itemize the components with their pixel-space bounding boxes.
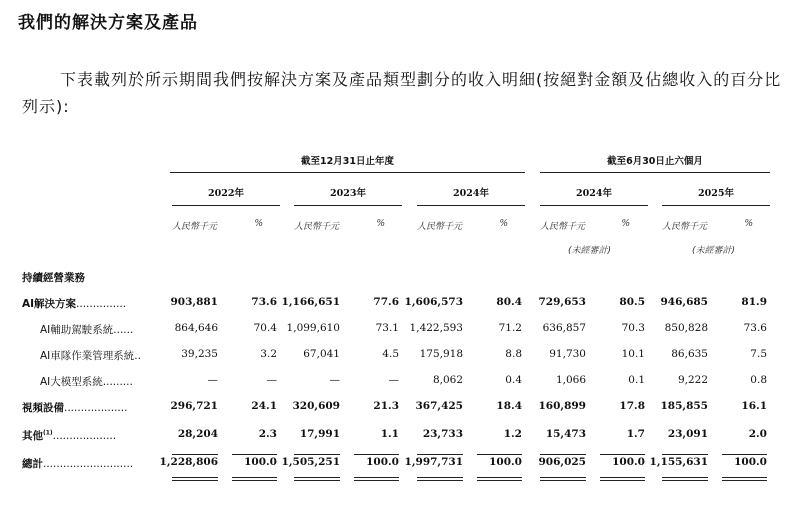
table-cell: 10.1 [621, 348, 645, 360]
row-label-text: 視頻設備 [22, 402, 64, 414]
total-double-rule [722, 477, 767, 481]
table-cell: 8.8 [505, 348, 522, 360]
total-double-rule [662, 477, 708, 481]
table-cell: — [207, 374, 218, 386]
table-cell: — [266, 374, 277, 386]
year-header: 2023年 [330, 188, 366, 199]
table-cell: 1,606,573 [404, 296, 463, 308]
table-cell: 1,228,806 [159, 456, 218, 468]
table-cell: 100.0 [489, 456, 522, 468]
table-cell: 906,025 [538, 456, 586, 468]
table-cell: 946,685 [660, 296, 708, 308]
table-cell: 1,505,251 [281, 456, 340, 468]
table-cell: 24.1 [251, 400, 277, 412]
pct-label: % [376, 219, 385, 229]
table-cell: 3.2 [260, 348, 277, 360]
section-heading: 我們的解決方案及產品 [18, 13, 198, 33]
table-cell: 0.8 [750, 374, 767, 386]
subtotal-rule [662, 454, 708, 455]
year-underline [172, 205, 280, 206]
table-cell: 1,997,731 [404, 456, 463, 468]
table-cell: 16.1 [741, 400, 767, 412]
table-cell: 21.3 [373, 400, 399, 412]
table-cell: 39,235 [181, 348, 218, 360]
table-cell: 729,653 [538, 296, 586, 308]
row-label [40, 348, 141, 363]
unit-label: 人民幣千元 [662, 222, 708, 232]
table-cell: 28,204 [177, 428, 218, 440]
table-cell: 185,855 [660, 400, 708, 412]
table-cell: 320,609 [292, 400, 340, 412]
table-cell: 636,857 [542, 322, 586, 334]
subtotal-rule [600, 454, 645, 455]
unaudited-note: (未經審計) [568, 246, 612, 256]
unit-label: 人民幣千元 [294, 222, 340, 232]
table-cell: 17.8 [619, 400, 645, 412]
year-header: 2024年 [453, 188, 489, 199]
table-cell: 903,881 [170, 296, 218, 308]
row-label [22, 428, 116, 443]
row-label-text: AI解決方案 [22, 298, 77, 310]
total-double-rule [294, 477, 340, 481]
total-double-rule [600, 477, 645, 481]
table-cell: 160,899 [538, 400, 586, 412]
table-cell: 23,091 [667, 428, 708, 440]
row-label-text: AI輔助駕駛系統 [40, 324, 114, 336]
subtotal-rule [294, 454, 340, 455]
year-underline [540, 205, 648, 206]
year-header: 2025年 [698, 188, 734, 199]
table-cell: 100.0 [244, 456, 277, 468]
subtotal-rule [354, 454, 399, 455]
table-cell: 7.5 [750, 348, 767, 360]
row-label [40, 322, 133, 337]
leader-dots: .. [134, 350, 141, 362]
table-cell: 0.4 [505, 374, 522, 386]
pct-label: % [499, 219, 508, 229]
group-divider [170, 172, 525, 173]
row-label-text: AI大模型系統 [40, 376, 103, 388]
row-label [22, 400, 127, 415]
table-cell: 8,062 [432, 374, 463, 386]
table-cell: 23,733 [422, 428, 463, 440]
year-underline [417, 205, 525, 206]
table-cell: 73.1 [375, 322, 399, 334]
subtotal-rule [477, 454, 522, 455]
table-cell: 1.1 [380, 428, 399, 440]
year-header: 2024年 [576, 188, 612, 199]
table-cell: 1,166,651 [281, 296, 340, 308]
pct-label: % [744, 219, 753, 229]
table-cell: 9,222 [677, 374, 708, 386]
subtotal-rule [722, 454, 767, 455]
table-cell: 73.6 [251, 296, 277, 308]
leader-dots: ........................... [43, 458, 134, 470]
leader-dots: ................... [52, 430, 117, 442]
year-underline [294, 205, 402, 206]
section-label: 持續經營業務 [22, 272, 85, 284]
table-cell: 864,646 [174, 322, 218, 334]
leader-dots: ............... [76, 298, 127, 310]
subtotal-rule [232, 454, 277, 455]
total-double-rule [477, 477, 522, 481]
table-cell: 1,066 [555, 374, 586, 386]
table-cell: 100.0 [734, 456, 767, 468]
total-double-rule [172, 477, 218, 481]
table-cell: 17,991 [299, 428, 340, 440]
table-cell: 100.0 [366, 456, 399, 468]
total-double-rule [417, 477, 463, 481]
table-cell: 850,828 [664, 322, 708, 334]
table-cell: 0.1 [628, 374, 645, 386]
unit-label: 人民幣千元 [172, 222, 218, 232]
year-underline [662, 205, 770, 206]
subtotal-rule [417, 454, 463, 455]
subtotal-rule [540, 454, 586, 455]
leader-dots: ...... [113, 324, 134, 336]
table-cell: 73.6 [743, 322, 767, 334]
table-cell: 1,155,631 [649, 456, 708, 468]
leader-dots: ......... [102, 376, 133, 388]
row-label-text: AI車隊作業管理系統 [40, 350, 135, 362]
table-cell: 91,730 [549, 348, 586, 360]
table-cell: 15,473 [545, 428, 586, 440]
intro-paragraph: 下表載列於所示期間我們按解決方案及產品類型劃分的收入明細(按絕對金額及佔總收入的百分比列示): [22, 70, 782, 116]
total-double-rule [540, 477, 586, 481]
table-cell: 81.9 [741, 296, 767, 308]
row-label [40, 374, 133, 389]
year-header: 2022年 [208, 188, 244, 199]
unaudited-note: (未經審計) [692, 246, 736, 256]
table-cell: 2.0 [748, 428, 767, 440]
table-cell: 77.6 [373, 296, 399, 308]
table-cell: 70.4 [253, 322, 277, 334]
table-cell: — [329, 374, 340, 386]
unit-label: 人民幣千元 [417, 222, 463, 232]
leader-dots: ................... [64, 402, 128, 414]
table-cell: 367,425 [415, 400, 463, 412]
pct-label: % [254, 219, 263, 229]
period-group-halfyear: 截至6月30日止六個月 [607, 156, 703, 167]
total-double-rule [232, 477, 277, 481]
table-cell: 1,422,593 [409, 322, 463, 334]
footnote-marker: (1) [43, 429, 53, 437]
table-cell: 80.4 [496, 296, 522, 308]
unit-label: 人民幣千元 [540, 222, 586, 232]
table-cell: 4.5 [382, 348, 399, 360]
subtotal-rule [172, 454, 218, 455]
table-cell: 2.3 [258, 428, 277, 440]
table-cell: — [388, 374, 399, 386]
table-cell: 80.5 [619, 296, 645, 308]
table-cell: 1.2 [503, 428, 522, 440]
table-cell: 100.0 [612, 456, 645, 468]
table-cell: 18.4 [496, 400, 522, 412]
total-double-rule [354, 477, 399, 481]
row-label-text: 總計 [22, 458, 43, 470]
row-label [22, 296, 126, 311]
group-divider [540, 172, 770, 173]
table-cell: 70.3 [621, 322, 645, 334]
table-cell: 86,635 [671, 348, 708, 360]
pct-label: % [621, 219, 630, 229]
table-cell: 71.2 [498, 322, 522, 334]
period-group-annual: 截至12月31日止年度 [301, 156, 394, 167]
table-cell: 296,721 [170, 400, 218, 412]
row-label [22, 456, 133, 471]
table-cell: 1.7 [626, 428, 645, 440]
table-cell: 67,041 [303, 348, 340, 360]
row-label-text: 其他 [22, 430, 43, 442]
table-cell: 1,099,610 [286, 322, 340, 334]
table-cell: 175,918 [419, 348, 463, 360]
